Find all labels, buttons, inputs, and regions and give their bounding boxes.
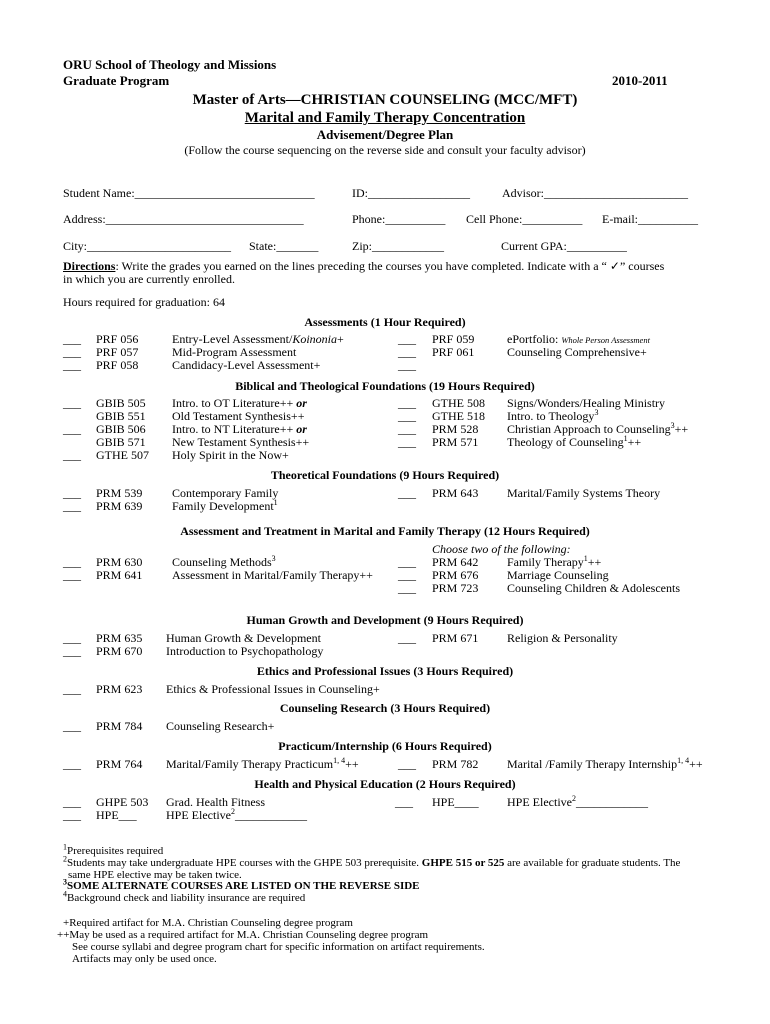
course-code: GBIB 551 — [96, 409, 146, 423]
course-code: GBIB 571 — [96, 435, 146, 449]
course-title: Christian Approach to Counseling$^3$++ — [507, 421, 689, 436]
footnote-2: $^2$Students may take undergraduate HPE courses with the GHPE 503 prerequisite. GHPE 515 or 525 are available for graduate students. The — [63, 854, 681, 869]
course-code: GTHE 508 — [432, 396, 485, 410]
footnote-3: $^3$SOME ALTERNATE COURSES ARE LISTED ON THE REVERSE SIDE — [63, 877, 420, 892]
directions-line-2: in which you are currently enrolled. — [63, 272, 235, 286]
choose-note: Choose two of the following: — [432, 542, 571, 556]
section-ethics: Ethics and Professional Issues (3 Hours Required) — [256, 664, 514, 678]
section-research: Counseling Research (3 Hours Required) — [279, 701, 491, 715]
section-assessment-treatment: Assessment and Treatment in Marital and Family Therapy (12 Hours Required) — [180, 524, 590, 538]
advisor-field[interactable]: Advisor:________________________ — [502, 186, 688, 200]
grade-blank[interactable]: ___ — [398, 631, 416, 645]
section-biblical: Biblical and Theological Foundations (19 Hours Required) — [235, 379, 535, 393]
phone-field[interactable]: Phone:__________ — [352, 212, 446, 226]
course-title: Marital/Family Therapy Practicum$^{1, 4}$++ — [166, 756, 359, 771]
course-code: PRM 539 — [96, 486, 143, 500]
id-field[interactable]: ID:_________________ — [352, 186, 470, 200]
course-title: Counseling Research+ — [166, 719, 275, 733]
gpa-field[interactable]: Current GPA:__________ — [501, 239, 627, 253]
course-code: PRM 723 — [432, 581, 479, 595]
course-code: PRM 639 — [96, 499, 143, 513]
student-name-field[interactable]: Student Name:______________________________ — [63, 186, 315, 200]
program-name: Graduate Program — [63, 73, 170, 88]
course-title[interactable]: HPE Elective$^2$____________ — [507, 794, 648, 809]
course-title: Family Therapy$^1$++ — [507, 554, 602, 569]
degree-title: Master of Arts—CHRISTIAN COUNSELING (MCC/MFT) — [192, 92, 578, 108]
course-code: PRF 057 — [96, 345, 139, 359]
grade-blank[interactable]: ___ — [398, 581, 416, 595]
grade-blank[interactable]: ___ — [398, 358, 416, 372]
course-code[interactable]: HPE___ — [96, 808, 137, 822]
grade-blank[interactable]: ___ — [63, 358, 81, 372]
course-code: PRM 641 — [96, 568, 143, 582]
course-title: Intro. to Theology$^3$ — [507, 408, 599, 423]
grade-blank[interactable]: ___ — [398, 332, 416, 346]
course-title: Counseling Children & Adolescents — [507, 581, 680, 595]
course-code: PRF 056 — [96, 332, 139, 346]
course-title: Grad. Health Fitness — [166, 795, 265, 809]
course-code: PRM 623 — [96, 682, 143, 696]
course-title: Intro. to NT Literature++ or — [172, 422, 307, 436]
course-code: PRM 670 — [96, 644, 143, 658]
grade-blank[interactable]: ___ — [63, 345, 81, 359]
city-field[interactable]: City:________________________ — [63, 239, 232, 253]
course-code: PRM 676 — [432, 568, 479, 582]
grade-blank[interactable]: ___ — [398, 409, 416, 423]
course-title: Marital /Family Therapy Internship$^{1, 4}$++ — [507, 756, 703, 771]
footnote-1: $^1$Prerequisites required — [63, 842, 164, 857]
concentration-title: Marital and Family Therapy Concentration — [244, 110, 526, 126]
directions-label: Directions — [63, 259, 116, 273]
course-title: Ethics & Professional Issues in Counseling+ — [166, 682, 380, 696]
course-code: PRM 635 — [96, 631, 143, 645]
course-title: Theology of Counseling$^1$++ — [507, 434, 642, 449]
course-code: PRF 059 — [432, 332, 475, 346]
course-code: GBIB 506 — [96, 422, 146, 436]
course-code: PRM 571 — [432, 435, 479, 449]
directions-line-1: Directions: Write the grades you earned on the lines preceding the courses you have completed. Indicate with a “ ✓” courses — [63, 259, 665, 273]
section-human-growth: Human Growth and Development (9 Hours Required) — [246, 613, 524, 627]
grade-blank[interactable]: ___ — [63, 486, 81, 500]
course-title: New Testament Synthesis++ — [172, 435, 310, 449]
course-title: Candidacy-Level Assessment+ — [172, 358, 321, 372]
course-code: PRM 764 — [96, 757, 143, 771]
course-code: PRM 784 — [96, 719, 143, 733]
section-health: Health and Physical Education (2 Hours Required) — [254, 777, 516, 791]
course-code: PRF 061 — [432, 345, 475, 359]
footnote-2-cont: same HPE elective may be taken twice. — [68, 869, 242, 881]
course-title: Mid-Program Assessment — [172, 345, 297, 359]
course-title: Counseling Comprehensive+ — [507, 345, 647, 359]
grade-blank[interactable]: ___ — [398, 396, 416, 410]
course-code: PRM 528 — [432, 422, 479, 436]
grade-blank[interactable]: ___ — [63, 448, 81, 462]
course-code: GTHE 507 — [96, 448, 149, 462]
course-title[interactable]: HPE Elective$^2$____________ — [166, 807, 307, 822]
grade-blank[interactable]: ___ — [63, 682, 81, 696]
grade-blank[interactable]: ___ — [398, 486, 416, 500]
grade-blank[interactable]: ___ — [63, 808, 81, 822]
course-code: PRM 782 — [432, 757, 479, 771]
course-code[interactable]: HPE____ — [432, 795, 479, 809]
course-title: Intro. to OT Literature++ or — [172, 396, 307, 410]
course-code: PRM 643 — [432, 486, 479, 500]
course-title: Signs/Wonders/Healing Ministry — [507, 396, 666, 410]
course-title: Counseling Methods$^3$ — [172, 554, 276, 569]
grade-blank[interactable]: ___ — [398, 568, 416, 582]
grade-blank[interactable]: ___ — [63, 719, 81, 733]
plan-title: Advisement/Degree Plan — [316, 127, 454, 142]
artifact-note-1: +Required artifact for M.A. Christian Counseling degree program — [63, 917, 353, 929]
grade-blank[interactable]: ___ — [398, 422, 416, 436]
course-title: Holy Spirit in the Now+ — [172, 448, 289, 462]
grade-blank[interactable]: ___ — [63, 499, 81, 513]
grade-blank[interactable]: ___ — [63, 631, 81, 645]
grade-blank[interactable]: ___ — [398, 757, 416, 771]
course-code: PRF 058 — [96, 358, 139, 372]
course-title: Family Development$^1$ — [172, 498, 278, 513]
grade-blank[interactable]: ___ — [63, 757, 81, 771]
academic-year: 2010-2011 — [612, 73, 668, 88]
artifact-note-4: Artifacts may only be used once. — [72, 953, 217, 965]
course-title: Marital/Family Systems Theory — [507, 486, 661, 500]
course-title: Marriage Counseling — [507, 568, 609, 582]
grade-blank[interactable]: ___ — [63, 555, 81, 569]
address-field[interactable]: Address:_________________________________ — [63, 212, 304, 226]
grade-blank[interactable]: ___ — [63, 644, 81, 658]
course-title: Old Testament Synthesis++ — [172, 409, 305, 423]
grade-blank[interactable]: ___ — [63, 568, 81, 582]
plan-note: (Follow the course sequencing on the reverse side and consult your faculty advisor) — [184, 143, 586, 157]
artifact-note-2: ++May be used as a required artifact for M.A. Christian Counseling degree program — [57, 929, 429, 941]
grade-blank[interactable]: ___ — [63, 332, 81, 346]
course-title: Contemporary Family — [172, 486, 279, 500]
course-code: GHPE 503 — [96, 795, 149, 809]
course-title: Human Growth & Development — [166, 631, 321, 645]
course-title: Entry-Level Assessment/Koinonia+ — [172, 332, 344, 346]
email-field[interactable]: E-mail:__________ — [602, 212, 698, 226]
course-code: PRM 642 — [432, 555, 479, 569]
grade-blank[interactable]: ___ — [398, 435, 416, 449]
grade-blank[interactable]: ___ — [63, 795, 81, 809]
course-code: PRM 630 — [96, 555, 143, 569]
grade-blank[interactable]: ___ — [63, 422, 81, 436]
course-title: Assessment in Marital/Family Therapy++ — [172, 568, 373, 582]
grade-blank[interactable]: ___ — [398, 345, 416, 359]
state-field[interactable]: State:_______ — [249, 239, 319, 253]
zip-field[interactable]: Zip:____________ — [352, 239, 444, 253]
cell-phone-field[interactable]: Cell Phone:__________ — [466, 212, 583, 226]
artifact-note-3: See course syllabi and degree program chart for specific information on artifact requirements. — [72, 941, 485, 953]
course-title: ePortfolio: Whole Person Assessment — [507, 332, 650, 346]
course-code: GBIB 505 — [96, 396, 146, 410]
section-theoretical: Theoretical Foundations (9 Hours Required) — [270, 468, 500, 482]
hours-required: Hours required for graduation: 64 — [63, 295, 225, 309]
footnote-4: $^4$Background check and liability insurance are required — [63, 889, 306, 904]
course-title: Religion & Personality — [507, 631, 618, 645]
grade-blank[interactable]: ___ — [63, 396, 81, 410]
section-assessments: Assessments (1 Hour Required) — [304, 315, 466, 329]
section-practicum: Practicum/Internship (6 Hours Required) — [278, 739, 492, 753]
course-code: GTHE 518 — [432, 409, 485, 423]
course-code: PRM 671 — [432, 631, 479, 645]
grade-blank[interactable]: ___ — [398, 555, 416, 569]
grade-blank[interactable]: ___ — [395, 795, 413, 809]
course-title: Introduction to Psychopathology — [166, 644, 324, 658]
school-name: ORU School of Theology and Missions — [63, 57, 277, 72]
